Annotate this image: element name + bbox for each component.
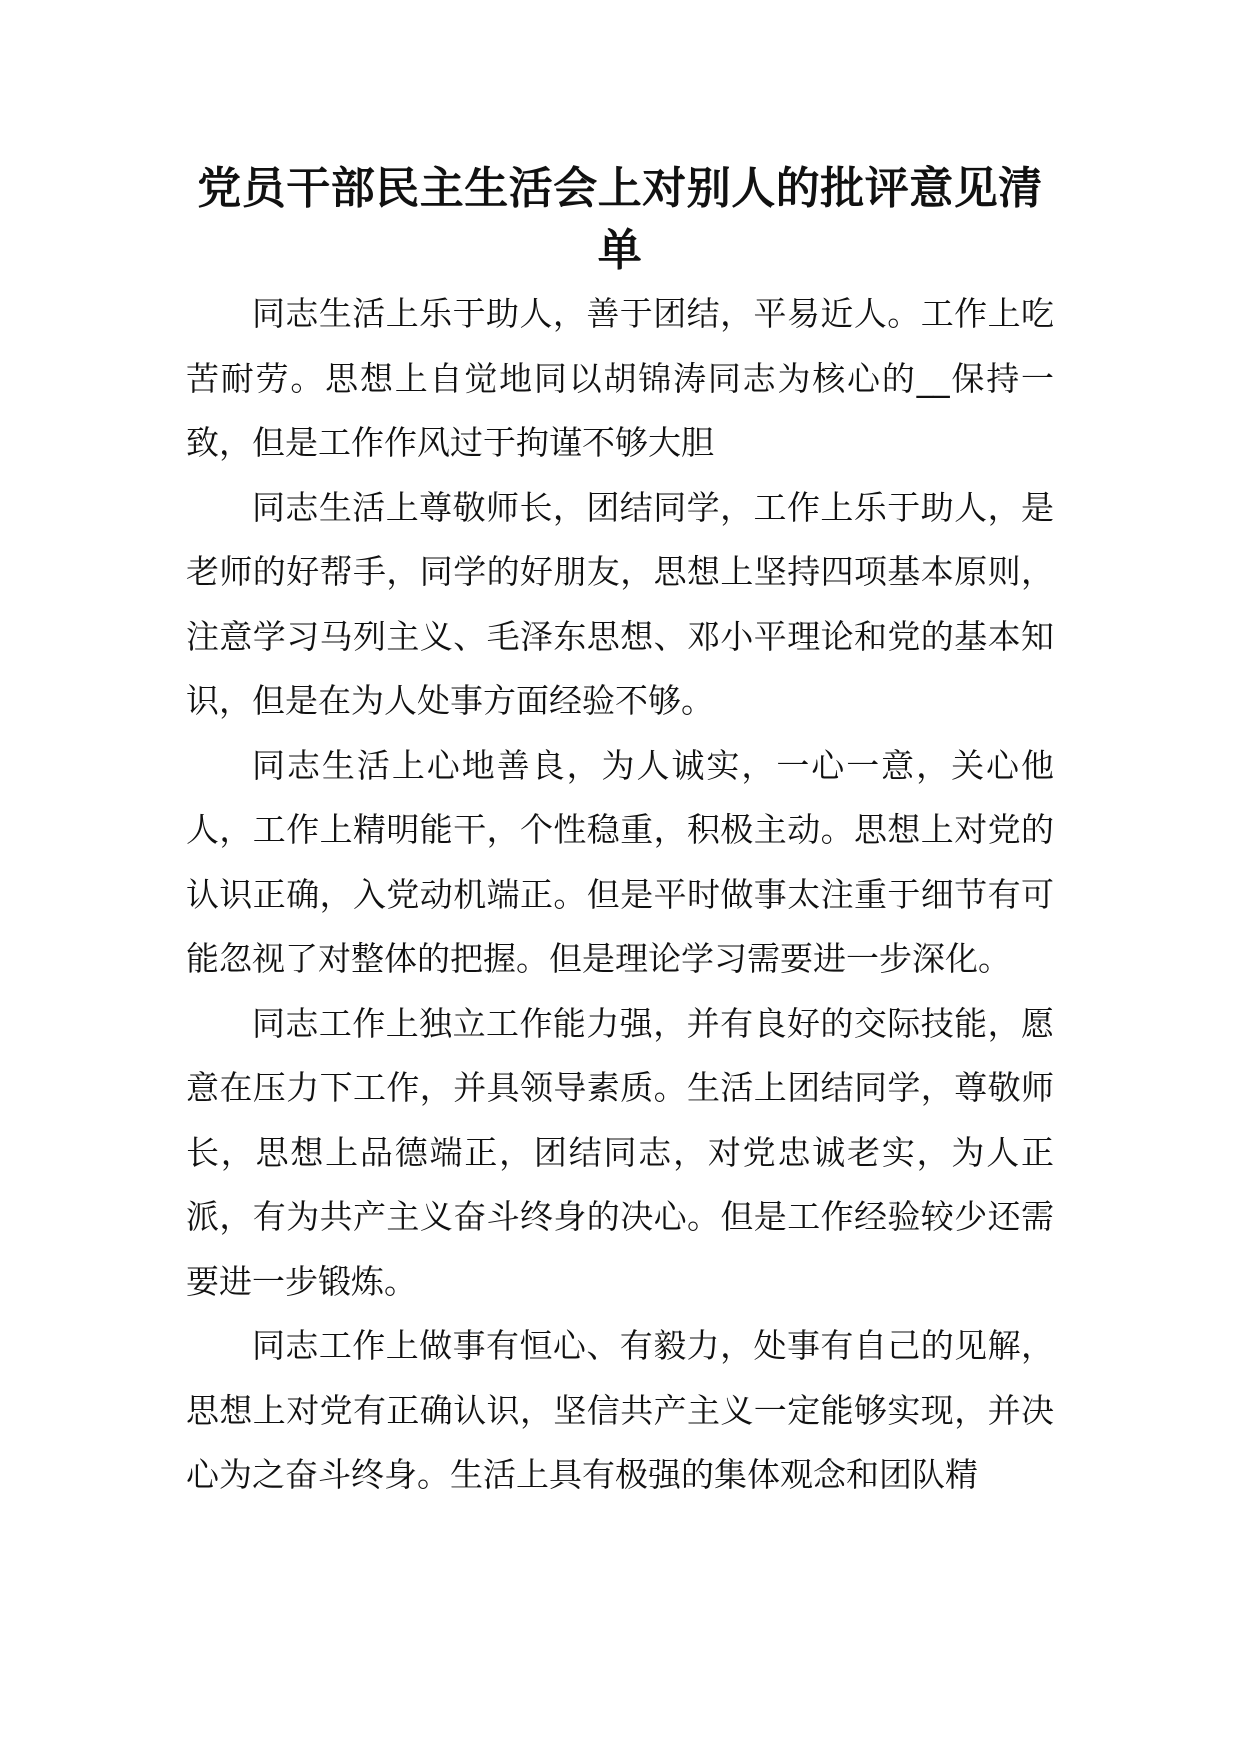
paragraph-2: 同志生活上尊敬师长，团结同学，工作上乐于助人，是老师的好帮手，同学的好朋友，思想上坚持四项基本原则，注意学习马列主义、毛泽东思想、邓小平理论和党的基本知识，但是在为人处事方面经验不够。: [186, 487, 1054, 720]
document-title: 党员干部民主生活会上对别人的批评意见清单: [197, 163, 1043, 276]
paragraph-5: 同志工作上做事有恒心、有毅力，处事有自己的见解，思想上对党有正确认识，坚信共产主义一定能够实现，并决心为之奋斗终身。生活上具有极强的集体观念和团队精: [186, 1326, 1054, 1494]
paragraph-3: 同志生活上心地善良，为人诚实，一心一意，关心他人，工作上精明能干，个性稳重，积极主动。思想上对党的认识正确，入党动机端正。但是平时做事太注重于细节有可能忽视了对整体的把握。但是理论学习需要进一步深化。: [186, 745, 1054, 978]
paragraph-4: 同志工作上独立工作能力强，并有良好的交际技能，愿意在压力下工作，并具领导素质。生活上团结同学，尊敬师长，思想上品德端正，团结同志，对党忠诚老实，为人正派，有为共产主义奋斗终身的决心。但是工作经验较少还需要进一步锻炼。: [186, 1003, 1054, 1301]
document-page: [186, 158, 1054, 1508]
paragraph-1: 同志生活上乐于助人，善于团结，平易近人。工作上吃苦耐劳。思想上自觉地同以胡锦涛同志为核心的__保持一致，但是工作作风过于拘谨不够大胆: [186, 294, 1054, 462]
